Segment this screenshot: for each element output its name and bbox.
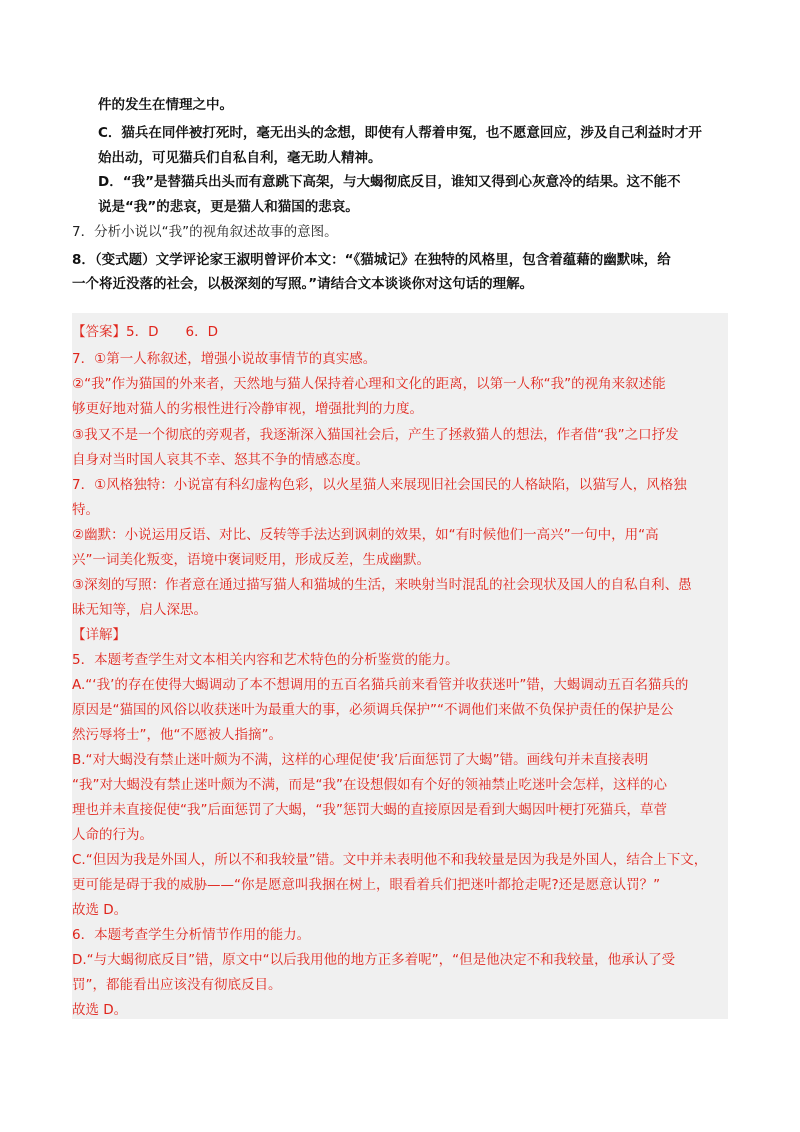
detail-6-d-line1: D.“与大蝎彻底反目”错，原文中“以后我用他的地方正多着呢”，“但是他决定不和我较量，他承认了受 [72, 952, 676, 968]
detail-5-intro: 5．本题考查学生对文本相关内容和艺术特色的分析鉴赏的能力。 [72, 652, 459, 668]
detail-heading: 【详解】 [72, 627, 126, 643]
detail-5-a-line3: 然污辱将士”，他“不愿被人指摘”。 [72, 727, 282, 743]
answer-7-point3-line2: 自身对当时国人哀其不幸、怒其不争的情感态度。 [72, 452, 369, 468]
detail-5-conclusion: 故选 D。 [72, 902, 128, 918]
question-8-line2: 一个将近没落的社会，以极深刻的写照。”请结合文本谈谈你对这句话的理解。 [72, 276, 534, 292]
detail-5-b-line3: 理也并未直接促使“我”后面惩罚了大蝎，“我”惩罚大蝎的直接原因是看到大蝎因叶梗打死猫兵，草菅 [72, 802, 667, 818]
option-d-line2: 说是“我”的悲哀，更是猫人和猫国的悲哀。 [98, 199, 359, 215]
answer-7-point2-line1: ②“我”作为猫国的外来者，天然地与猫人保持着心理和文化的距离，以第一人称“我”的视角来叙述能 [72, 376, 666, 392]
option-b-continued: 件的发生在情理之中。 [98, 97, 233, 113]
detail-5-b-line4: 人命的行为。 [72, 827, 153, 843]
answer-7-point2-line2: 够更好地对猫人的劣根性进行冷静审视，增强批判的力度。 [72, 401, 423, 417]
option-c-line2: 始出动，可见猫兵们自私自利，毫无助人精神。 [98, 150, 382, 166]
answer-heading: 【答案】5．D 6．D [72, 324, 218, 340]
detail-5-a-line1: A.“‘我’的存在使得大蝎调动了本不想调用的五百名猫兵前来看管并收获迷叶”错，大蝎调动五百名猫兵的 [72, 677, 689, 693]
answer-8-point1-line1: 7．①风格独特：小说富有科幻虚构色彩，以火星猫人来展现旧社会国民的人格缺陷，以猫写人，风格独 [72, 477, 687, 493]
detail-6-d-line2: 罚”，都能看出应该没有彻底反目。 [72, 977, 282, 993]
answer-8-point3-line1: ③深刻的写照：作者意在通过描写猫人和猫城的生活，来映射当时混乱的社会现状及国人的自私自利、愚 [72, 577, 692, 593]
detail-5-a-line2: 原因是“猫国的风俗以收获迷叶为最重大的事，必须调兵保护”“不调他们来做不负保护责任的保护是公 [72, 702, 674, 718]
answer-8-point2-line1: ②幽默：小说运用反语、对比、反转等手法达到讽刺的效果，如“有时候他们一高兴”一句中，用“高 [72, 527, 659, 543]
detail-6-intro: 6．本题考查学生分析情节作用的能力。 [72, 927, 311, 943]
detail-5-c-line1: C.“但因为我是外国人，所以不和我较量”错。文中并未表明他不和我较量是因为我是外国人，结合上下文， [72, 852, 708, 868]
answer-8-point2-line2: 兴”一词美化叛变，语境中褒词贬用，形成反差，生成幽默。 [72, 552, 430, 568]
answer-8-point3-line2: 昧无知等，启人深思。 [72, 602, 207, 618]
detail-5-b-line2: “我”对大蝎没有禁止迷叶颇为不满，而是“我”在设想假如有个好的领袖禁止吃迷叶会怎样，这样的心 [72, 777, 667, 793]
answer-7-point1: 7．①第一人称叙述，增强小说故事情节的真实感。 [72, 351, 377, 367]
answer-8-point1-line2: 特。 [72, 502, 99, 518]
detail-5-c-line2: 更可能是碍于我的威胁——“你是愿意叫我捆在树上，眼看着兵们把迷叶都抢走呢?还是愿意认罚？” [72, 877, 661, 893]
answer-7-point3-line1: ③我又不是一个彻底的旁观者，我逐渐深入猫国社会后，产生了拯救猫人的想法，作者借“我”之口抒发 [72, 427, 679, 443]
option-c-line1: C．猫兵在同伴被打死时，毫无出头的念想，即使有人帮着申冤，也不愿意回应，涉及自己利益时才开 [98, 125, 702, 141]
detail-6-conclusion: 故选 D。 [72, 1002, 128, 1018]
option-d-line1: D．“我”是替猫兵出头而有意跳下高架，与大蝎彻底反目，谁知又得到心灰意冷的结果。这不能不 [98, 174, 681, 190]
detail-5-b-line1: B.“对大蝎没有禁止迷叶颇为不满，这样的心理促使‘我’后面惩罚了大蝎”错。画线句并未直接表明 [72, 752, 649, 768]
question-7: 7．分析小说以“我”的视角叙述故事的意图。 [72, 224, 338, 240]
question-8-line1: 8．（变式题）文学评论家王淑明曾评价本文：“《猫城记》在独特的风格里，包含着蕴藉的幽默味，给 [72, 252, 671, 268]
